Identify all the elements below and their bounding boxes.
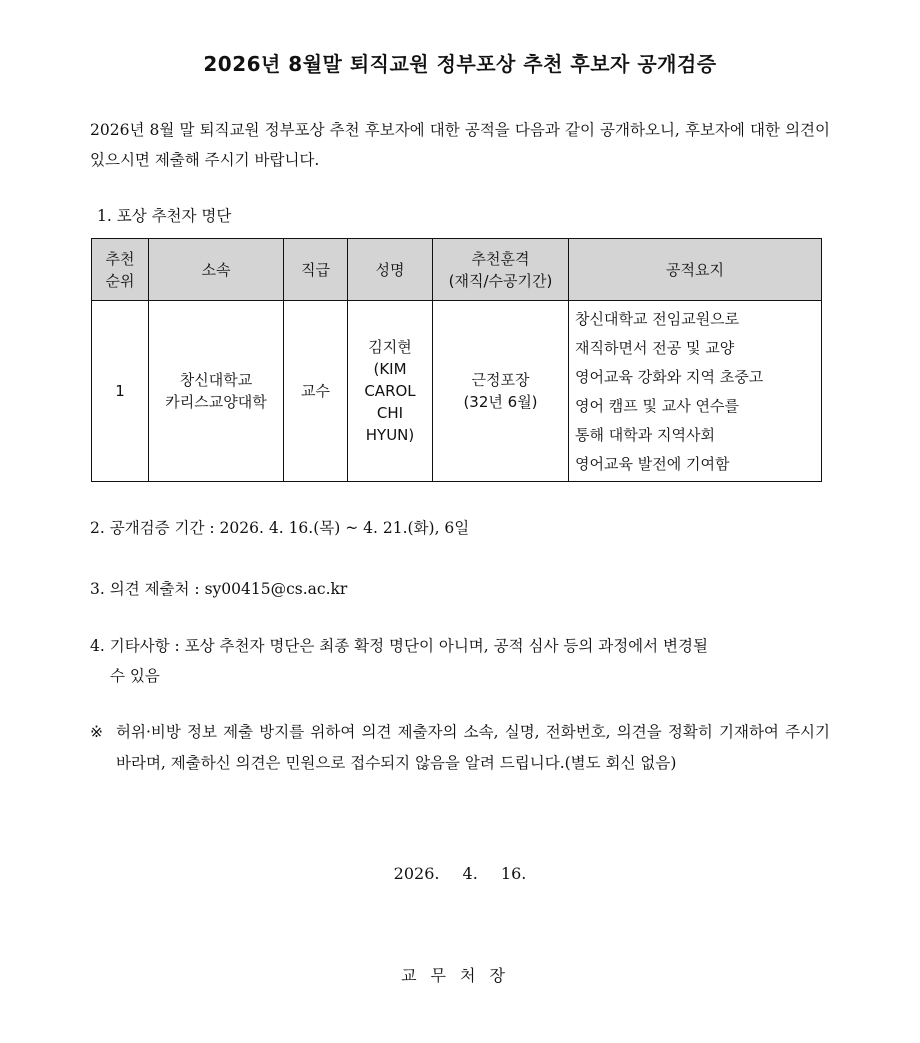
item-verification-period: 2. 공개검증 기간 : 2026. 4. 16.(목) ~ 4. 21.(화), 6일 (90, 519, 470, 537)
header-merits: 공적요지 (569, 239, 822, 301)
notice-text: 허위·비방 정보 제출 방지를 위하여 의견 제출자의 소속, 실명, 전화번호, 의견을 정확히 기재하여 주시기 바라며, 제출하신 의견은 민원으로 접수되지 않음을 알려 드립니다.(별도 회신 없음) (116, 723, 830, 772)
header-position: 직급 (284, 239, 348, 301)
table-row (92, 301, 822, 482)
cell-rank: 1 (92, 301, 149, 482)
document-title: 2026년 8월말 퇴직교원 정부포상 추천 후보자 공개검증 (203, 52, 717, 76)
header-award: 추천훈격 (재직/수공기간) (433, 239, 569, 301)
cell-position: 교수 (284, 301, 348, 482)
item-other-notes-line2: 수 있음 (110, 667, 160, 685)
nominee-table (91, 238, 822, 482)
signer-title: 교무처장 (401, 966, 519, 985)
header-name: 성명 (348, 239, 433, 301)
item-other-notes (90, 631, 830, 691)
item-submission-contact: 3. 의견 제출처 : sy00415@cs.ac.kr (90, 580, 348, 598)
header-affiliation: 소속 (149, 239, 284, 301)
cell-affiliation: 창신대학교 카리스교양대학 (149, 301, 284, 482)
table-header-row (92, 239, 822, 301)
item-other-notes-line1: 4. 기타사항 : 포상 추천자 명단은 최종 확정 명단이 아니며, 공적 심사 등의 과정에서 변경될 (90, 637, 708, 655)
notice-block (90, 717, 830, 779)
intro-paragraph: 2026년 8월 말 퇴직교원 정부포상 추천 후보자에 대한 공적을 다음과 같이 공개하오니, 후보자에 대한 의견이 있으시면 제출해 주시기 바랍니다. (90, 121, 830, 169)
document-date: 2026. 4. 16. (393, 864, 527, 883)
cell-award: 근정포장 (32년 6월) (433, 301, 569, 482)
cell-merits: 창신대학교 전임교원으로 재직하면서 전공 및 교양 영어교육 강화와 지역 초중고 영어 캠프 및 교사 연수를 통해 대학과 지역사회 영어교육 발전에 기여함 (569, 301, 822, 482)
header-rank: 추천 순위 (92, 239, 149, 301)
reference-mark-icon: ※ (90, 723, 103, 741)
section-heading-nominee-list: 1. 포상 추천자 명단 (97, 207, 232, 225)
cell-name: 김지현 (KIM CAROL CHI HYUN) (348, 301, 433, 482)
